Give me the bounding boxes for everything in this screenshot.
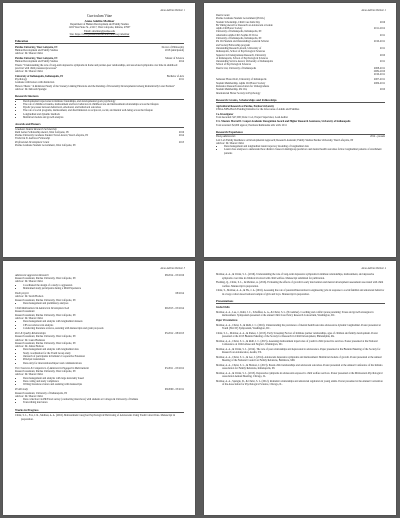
advisor: Advisor: Dr. Deborah Spangle [15, 88, 47, 92]
page-4 [204, 261, 396, 515]
experience-line: Research Assistant, University of Indianapolis, IN [15, 391, 68, 395]
degree: Bachelor of Arts [166, 74, 184, 78]
experience-title: The Closeness & Competence of Adolescents Engaged in Maltreatment [15, 366, 89, 370]
grant-title: Agricultural Research at Purdue, Purdue University [216, 104, 275, 108]
membership-text: Semester Honor Roll, University of Indianapolis [216, 78, 267, 82]
section-heading: Presentations [216, 299, 385, 304]
experience-title: Adolescent Aggression Research [15, 273, 49, 277]
memberships [216, 78, 385, 94]
experience-title: Peer & Quality Relationships [15, 331, 46, 335]
subsection-heading: Young Adolescents [216, 135, 236, 139]
presentation-entry: Molinar, A. A., Christ, S., & Ruhl, J. C. (2016). Understanding the prevalence of mental health/outcome adolescence dynamic longitudinal. Poster presented at Youth (NLCW) Symposium, Washington, DC. [216, 324, 381, 331]
award-text: Student Scholarship, Child Care Kids Day [216, 20, 260, 24]
experience-line: Research Assistant, Purdue University, West Lafayette, IN [15, 341, 76, 345]
section-heading: Awards and Honors [15, 122, 184, 127]
award-date: 2010 [379, 53, 385, 57]
membership-text: Reference Research Association for Undergraduate [216, 85, 270, 89]
list-item: • Coordinated the design of a study to aggression [23, 284, 184, 287]
award-text: Ruth Lerner Scholarship Award, West Lafayette, IN [15, 130, 69, 134]
education-entry [15, 46, 184, 56]
grant-body: USDA-NIFA Hatch Funding Initiative for the Lifecourse of Adults and Families [216, 107, 300, 111]
award-date: 2009-2010 [373, 70, 385, 74]
award-date: 2011 [379, 33, 385, 37]
list-item: • Data coding and study compliance [23, 380, 184, 383]
award-text: Dean's List, University of Indianapolis [216, 66, 257, 70]
list-item: • Latent class analyses to understand how distinct classes in multigroup predictors and mental health outcomes follow longitudinal patterns of attachment patterns [224, 148, 385, 155]
section-heading: Research Experience [216, 130, 385, 135]
subsection-heading: Graduate Student Research Scholarship [15, 127, 57, 131]
experience-entry [15, 388, 184, 404]
award-text: Alternative Alpha Chi's Sophia W. Dove [216, 33, 258, 37]
award-text [216, 73, 370, 76]
award-text: Alpha Chi Honor Society [216, 27, 243, 31]
presentation-entry: Christ, S. L., Molinar, A. A., & Parker, J. (2015). Early Screening Factors of Intimate partner relationships, ages of children and family development. Poster presented at the 2015 Biennial Meeting of the Society for Research in Child Development, Philadelphia, PA. [216, 332, 378, 339]
date: 05/2011 - 05/2012 [164, 366, 184, 370]
experience-entry [15, 292, 184, 305]
note: Graduate with honors with distinction [15, 81, 55, 85]
grant-entry [216, 105, 385, 112]
award-text: Outstanding Research Award, University of [216, 46, 262, 50]
experience-title: Child Maltreatment & Adolescent Development Lab [15, 307, 70, 311]
subsection-heading: Invited Talks [216, 306, 230, 310]
award-row [216, 73, 385, 76]
award-text: Indianapolis, School of Psychological Sciences [216, 50, 266, 54]
page-3-content [15, 272, 184, 421]
award-date: 2010-2011 [373, 40, 385, 44]
list-item: • Data collection via PR/Excel survey (conducting interviews) with students at Colleges & University of Indiana [23, 398, 184, 401]
award-date: 2011 [379, 60, 385, 64]
experience-line: Research Assistant, Purdue University, West Lafayette, IN [15, 335, 76, 339]
membership-text: Student Membership, Alpha Chi Honor Society [216, 81, 266, 85]
experience-line: Advisor: Dr. James Hodson [15, 345, 44, 349]
list-item: • Conducting literature reviews, assisting with manuscripts and grant proposals [23, 327, 184, 330]
membership-text: Student Membership, Psi Chi, [216, 88, 248, 92]
school: Purdue University, West Lafayette, IN [15, 56, 58, 60]
degree: Doctor of Philosophy [161, 45, 184, 49]
contact-line: Department of Human Development and Family Studies [70, 22, 129, 26]
award-text: Be Viking Award for Research on Adolescent at Guide [216, 23, 273, 27]
work-entry: Christ, S. L., Fox, J. R., Molinar, A. A. (2016). Maltreatment Caregiver Psychological/Well-being of Adolescents Using Youth Cohort Data. Manuscript in preparation. [15, 414, 176, 421]
grant-entry [216, 113, 385, 120]
list-item: • The role of childhood trauma, maltreatment and how behaviors in childhood are and maltreatment relationships across the lifespan [23, 103, 184, 106]
degree: Master of Science [165, 56, 184, 60]
list-item: • Longitudinal and dynamic methods [23, 113, 184, 116]
award-text: Purdue Graduate Student Government (PGSG) [216, 17, 265, 21]
grant-title: Co-Investigator [216, 112, 234, 116]
list-item: • Developmental trajectories in intimate/ friendships, and developmental goals psychology [23, 100, 184, 103]
section-heading: Works in Progress [15, 408, 184, 413]
date: 08/2014 [175, 292, 184, 296]
experience-bullets [15, 348, 184, 364]
date: 2014 [178, 60, 184, 64]
experience-title: Youth project [15, 292, 29, 296]
experience-line: Research Assistant, Purdue University, West Lafayette, IN [15, 277, 76, 281]
presentation-entry: Molinar, A. A., Christ, S. L., & Hodson, J. (2013). Parent-child relationships and adolescent outcomes. Poster presented at the Annual Conference of the Indiana Association for Family Relations, Indianapolis, IN. [216, 364, 383, 371]
research-experience-continued [15, 274, 184, 405]
membership-date: 2009-2011 [373, 81, 385, 85]
experience-entry [15, 367, 184, 387]
experience-line: Advisor: Dr. Sharon Christ [15, 394, 43, 398]
award-text: University of Indianapolis, Indianapolis, IN [216, 30, 262, 34]
award-row [15, 144, 184, 147]
list-item: • CPS records/records analysis [23, 324, 184, 327]
experience-line: Research Assistant, Purdue University, West Lafayette, IN [15, 313, 76, 317]
grant-title: U.S. Masters Marcel D. Couper Academic Recognition Award and Higher Research Assistance, University of Indianapolis [216, 120, 351, 124]
date: 08/2009 - 05/2011 [164, 388, 184, 392]
date: 2014 - present [370, 135, 385, 139]
presentation-entry: Molinar, A. A., Christ, S. L., & Ruhl, J. C. (2015). Assessing maltreatment trajectories of youth in child protective services. Poster presented at the National Conference on Child Abuse and Neglect, Washington, DC. [216, 340, 378, 347]
experience-line: Research Assistant, Purdue University, West Lafayette, IN [15, 370, 76, 373]
subsection-heading: Paper Presentations [216, 319, 238, 323]
list-item: • Data entry for interventions/impact and communications [23, 362, 184, 365]
contact-line: 1202 West State St., #1217, West Lafayette, Indiana, 47907 [68, 26, 131, 30]
school: Purdue University, West Lafayette, IN [15, 45, 58, 49]
page-2-content [216, 14, 385, 155]
reference-entry: Christ, S., Molinar, A. A., & Ho, J. A. (2016). Assessing the role of parental/Intervention in engineering jobs in response to social/familial and emotional behavior in a large cohort-based national sample of girls and boys. Manuscript in preparation. [216, 289, 385, 296]
membership-row [216, 92, 385, 95]
list-item: • The role of social programs, maltreatment, and discrimination to reciprocal, social, and mental well-being across the lifespan [23, 109, 184, 112]
running-header: Anna Adelita Mulinar 2 [361, 9, 386, 12]
list-item: • Data management and longitudinal latent trajectory modeling of longitudinal data [224, 145, 385, 148]
invited-talks [216, 311, 385, 318]
site-link[interactable]: Site: https://www.purdue.edu/hhs/hdfs/directory/amolinar [69, 32, 130, 36]
experience-bullets [15, 284, 184, 291]
experience-bullets [15, 377, 184, 387]
award-date: 2008-2011 [373, 66, 385, 70]
list-item: • Maintained study participants during a Mild Experience [23, 287, 184, 290]
advisor: Advisor: Dr. Sharon Christ [216, 141, 244, 145]
award-text: Superior in Undergraduate Research, University [216, 53, 267, 57]
list-item: • Outreach of participants in Indiana's Cooperative Extension [23, 355, 184, 358]
cv-name: Anna Adelita Molinar [84, 18, 115, 23]
works-in-progress-continued [216, 273, 385, 296]
list-item: • Data management and analysis with longitudinal datasets [23, 320, 184, 323]
award-text: and Society/Fellowship program [216, 43, 250, 47]
list-item: • Study coordination for the Youth Group study [23, 352, 184, 355]
award-date: 2011-2012 [373, 27, 385, 31]
program: Human Development and Family Studies [15, 60, 58, 64]
experience-bullets [15, 302, 184, 305]
page-3 [3, 261, 195, 515]
cv-title: Curriculum Vitae [87, 14, 112, 18]
education-entry [15, 75, 184, 91]
experience-line: Advisor: Dr. Laura Harkness [15, 338, 45, 342]
experience-line: Advisor: Dr. Sharon Christ [15, 373, 43, 377]
presentation-entry: Molinar, A. A., & Christ, S. L. (2013). Depressive symptoms in adolescents exposed to child welfare services. Poster presented at the Midwestern Psychological Association Annual Meeting, Chicago, IL. [216, 372, 383, 379]
membership-text: International Honor Society in Psychology [216, 91, 261, 95]
list-item: • Data management and analysis with longitudinal data [23, 348, 184, 351]
presentation-entry: Molinar, A. A., & Christ, S. L. (2014). The role of peer relationships and depression in adolescence. Paper presented at the Biennial Meeting of the Society for Research on Adolescence, Austin, TX. [216, 348, 381, 355]
awards-continued [216, 14, 385, 77]
page-2 [204, 3, 396, 257]
experience-line: Advisor: Dr. Sharon Christ [15, 316, 43, 320]
date: 09/2013 - 05/2014 [164, 307, 184, 311]
grant-entry [216, 120, 385, 127]
award-date: 2013 [178, 140, 184, 144]
program: Human Development and Family Studies [15, 48, 58, 52]
advisor: Advisor: Dr. Sharon Christ [15, 52, 43, 56]
list-item: • Multilevel models and growth analysis [23, 116, 184, 119]
section-heading: Research Interests [15, 94, 184, 99]
award-date: 2016 [379, 20, 385, 24]
experience-bullets [15, 320, 184, 330]
award-date: 2011 [379, 46, 385, 50]
award-date: 2010-2011 [373, 73, 385, 77]
grant-body: Total awarded: $2,000 approx; Positions Ruthrauma tells with: 2011 [216, 123, 287, 127]
school: University of Indianapolis, Indianapolis, IN [15, 74, 64, 78]
date: 08/2014 - 05/2016 [164, 273, 184, 277]
award-text: of Indianapolis, School of Psychological Sciences [216, 56, 268, 60]
list-item: • Dyadic processes between behavioral, emotional, and behavioral outcomes [23, 106, 184, 109]
reference-entry: Molinar, A. A., & Christ, S. L. (2016). Understanding the role of long-term depressive symptoms in intimate relationships, maltreatment, and depressive symptoms over time in children involved with child welfare. Manuscript submitted for publication. [216, 273, 375, 280]
list-item: • Data management and analysis with large nationally based [23, 377, 184, 380]
section-heading: Research Grants, Scholarships and Fellowships [216, 98, 385, 103]
experience-bullets [216, 145, 385, 155]
experience-text: Lab: Lab Family Resilience: A Developmental Approach; Research Assistant; Family Studies Purdue University, West Lafayette, IN [216, 138, 354, 142]
presentation-entry: Molinar, A. A., Christ, S. L., & Lee, J. (2014). Adolescent depressive symptoms and maltreatment: Multilevel models of growth. Poster presented at the Annual Meeting of the National Council on Family Relations, Baltimore, MD. [216, 356, 382, 363]
experience-entry [15, 274, 184, 290]
presentation-entry: Molinar, A. A., Spangle, D., & Christ, S. L. (2012). Romantic relationships and emotional regulation in young adults. Poster presented at the Annual Convention of the Association for Psychological Science, Chicago, IL. [216, 380, 383, 387]
award-date: 2014 [178, 134, 184, 138]
award-text: Frederick N. Andrews Fellowship [15, 137, 50, 141]
paper-presentations [216, 324, 385, 386]
award-text: Purdue University Graduate Student Travel Award, West Lafayette, IN [15, 134, 89, 138]
page-1 [3, 3, 195, 257]
experience-bullets [15, 398, 184, 405]
reference-entry: Fleshing, Q., Christ, S. L., & Molinar, A. (2016). Evaluating the effects of growth in early intervention and mental development assessment associated with child welfare. Manuscript in preparation. [216, 281, 384, 288]
list-item: • Transcribing interviews [23, 401, 184, 404]
list-item: • Principal translations [23, 358, 184, 361]
award-text: Outstanding Service Award, University of Indianapolis [216, 60, 273, 64]
page-4-content [216, 272, 385, 387]
thesis: Thesis: "Understanding the role of long-term depressive symptoms in home and partner-peer relationships, and associated symptoms over time in adulthood: practical with child pressures/processes" [15, 63, 178, 70]
experience-header [15, 307, 184, 310]
experience-line: Research Assistant [15, 310, 35, 314]
date: 2011 [178, 78, 184, 82]
experience-line: Research Assistant, Purdue University, West Lafayette, IN [15, 298, 76, 302]
membership-date: 2007-2011 [373, 78, 385, 82]
date: 05/2012 - 08/2013 [164, 331, 184, 335]
page-1-content [15, 14, 184, 147]
award-text: University of Indianapolis, Indianapolis, IN [216, 37, 262, 41]
running-header: Anna Adelita Mulinar 1 [160, 9, 185, 12]
thesis: Honors Thesis: "A Relational Study of the Scenery Linking Emotions and the Relating of Personality Developmental among Romantically Later Partners" [15, 84, 176, 88]
grant-body: Total Awarded: $27,000; Role: Co-I, Project Supervisor, Lead Author [216, 115, 289, 119]
talk-entry: Molinar, A. A., Lee, J., Ruhl, J. C., Schaffner, A. A., & Christ, S. L. (November). Coaching and conflict prone parenting: Stress and growth strategies in maltreatment. Symposium presented at the annual Child Care Policy Research Consortium, Washington, DC. [216, 310, 374, 318]
award-text: School of Psychological Sciences [216, 63, 251, 67]
award-text: Psi Chi Student and Outstanding Leader & Scholar [216, 40, 269, 44]
research-interests-list [15, 100, 184, 120]
award-text: Dean's Grant [216, 14, 230, 17]
award-date: 2016 [178, 130, 184, 134]
list-item: • Writing literature reviews and assisting with manuscripts [23, 383, 184, 386]
education-entry [15, 57, 184, 73]
section-heading: Education [15, 39, 184, 44]
experience-entry [15, 307, 184, 330]
program: Psychology [15, 78, 28, 82]
experience-entry [15, 332, 184, 365]
experience-title: PCAD study [15, 388, 28, 392]
membership-date: 2010 [379, 88, 385, 92]
advisor: Advisor: Dr. Sharon Christ [15, 70, 43, 74]
experience-line: Advisor: Dr. Sharon Christ [15, 280, 43, 284]
email-link[interactable]: Email: amolinar@purdue.edu [84, 29, 115, 33]
experience-line: Advisor: Dr. Sarah Hodson [15, 295, 44, 299]
list-item: • Data management and preliminary analyses [23, 302, 184, 305]
running-header: Anna Adelita Mulinar 3 [160, 267, 185, 270]
award-text: Purdue Graduate Student Government, West Lafayette, IN [15, 144, 76, 147]
running-header: Anna Adelita Mulinar 4 [361, 267, 386, 270]
award-text: Professional Development Grant [15, 140, 50, 144]
date: 2018 (anticipated) [165, 48, 184, 52]
